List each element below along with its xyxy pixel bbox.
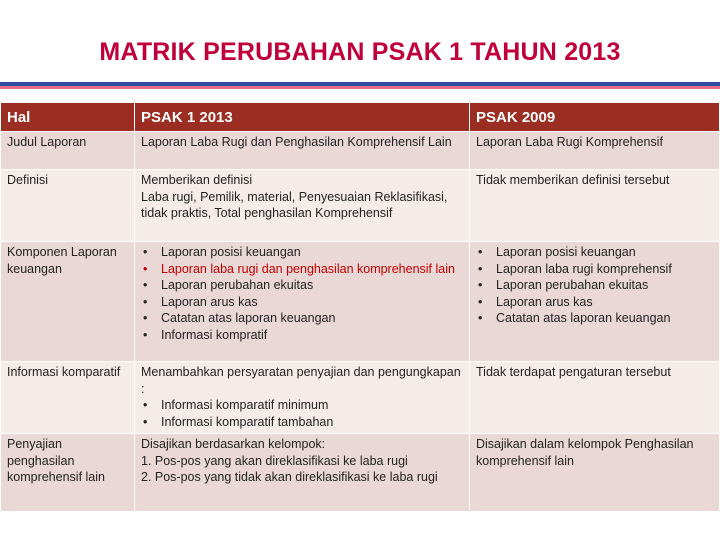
- table-row: [1, 434, 720, 512]
- row-label: Penyajian penghasilan komprehensif lain: [1, 434, 135, 512]
- component-list-2013: [141, 244, 463, 343]
- table-row: [1, 170, 720, 242]
- psak-2009-cell: Tidak memberikan definisi tersebut: [470, 170, 720, 242]
- table-row: [1, 362, 720, 434]
- comparison-table: [0, 102, 720, 512]
- page-title: MATRIK PERUBAHAN PSAK 1 TAHUN 2013: [99, 38, 621, 66]
- psak-2009-cell: [470, 242, 720, 362]
- row-label: Komponen Laporan keuangan: [1, 242, 135, 362]
- list-item: • Laporan arus kas: [143, 294, 258, 309]
- psak-2009-cell: Tidak terdapat pengaturan tersebut: [470, 362, 720, 434]
- psak-2013-cell: [135, 434, 470, 512]
- numbered-item: 1. Pos-pos yang akan direklasifikasi ke laba rugi: [141, 453, 408, 468]
- divider-pink: [0, 86, 720, 89]
- list-item: • Laporan perubahan ekuitas: [478, 278, 649, 292]
- list-item: • Informasi komparatif tambahan: [143, 414, 334, 429]
- psak-2013-cell: [135, 242, 470, 362]
- title-divider: [0, 82, 720, 89]
- header-hal: Hal: [1, 103, 135, 132]
- list-item: • Informasi komparatif minimum: [143, 398, 329, 412]
- header-psak-2013: PSAK 1 2013: [135, 103, 470, 132]
- list-item: • Laporan laba rugi dan penghasilan komprehensif lain: [143, 261, 455, 276]
- cell-intro: Menambahkan persyaratan penyajian dan pengungkapan :: [141, 365, 461, 396]
- list-item: • Laporan perubahan ekuitas: [143, 278, 314, 292]
- row-label: Informasi komparatif: [1, 362, 135, 434]
- table-header-row: [1, 103, 720, 132]
- list-item: • Catatan atas laporan keuangan: [478, 311, 671, 325]
- list-item: • Informasi kompratif: [143, 327, 268, 342]
- psak-2013-cell: Laporan Laba Rugi dan Penghasilan Komprehensif Lain: [135, 132, 470, 170]
- header-psak-2009: PSAK 2009: [470, 103, 720, 132]
- row-label: Definisi: [1, 170, 135, 242]
- list-item: • Laporan posisi keuangan: [143, 245, 301, 259]
- list-item: • Catatan atas laporan keuangan: [143, 311, 336, 325]
- numbered-item: 2. Pos-pos yang tidak akan direklasifikasi ke laba rugi: [141, 470, 438, 484]
- comparative-list: [141, 397, 463, 430]
- psak-2013-cell: [135, 362, 470, 434]
- psak-2013-cell: Memberikan definisi Laba rugi, Pemilik, material, Penyesuaian Reklasifikasi, tidak praktis, Total penghasilan Komprehensif: [135, 170, 470, 242]
- cell-intro: Disajikan berdasarkan kelompok:: [141, 437, 326, 451]
- list-item: • Laporan arus kas: [478, 294, 593, 309]
- psak-2009-cell: Disajikan dalam kelompok Penghasilan komprehensif lain: [470, 434, 720, 512]
- table-row: [1, 132, 720, 170]
- list-item: • Laporan laba rugi komprehensif: [478, 261, 672, 276]
- list-item: • Laporan posisi keuangan: [478, 245, 636, 259]
- row-label: Judul Laporan: [1, 132, 135, 170]
- psak-2009-cell: Laporan Laba Rugi Komprehensif: [470, 132, 720, 170]
- component-list-2009: [476, 244, 713, 327]
- table-row: [1, 242, 720, 362]
